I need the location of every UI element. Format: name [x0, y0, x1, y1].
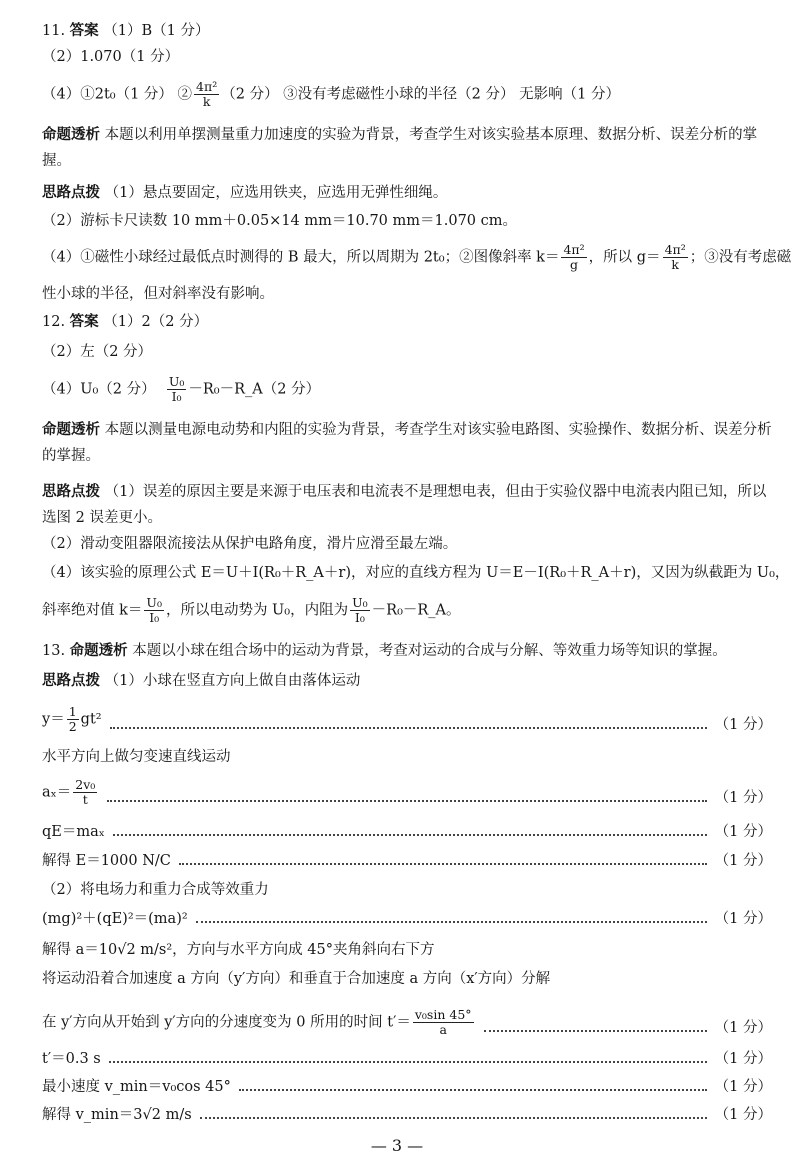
dot-leader [110, 726, 707, 729]
points: （1 分） [714, 824, 772, 840]
dot-leader [179, 862, 707, 865]
q13-eq-4: 解得 E＝1000 N/C （1 分） [42, 853, 772, 869]
points: （1 分） [714, 911, 772, 927]
q12-answer-1: （1）2（2 分） [103, 314, 209, 330]
q11-tip-2: （2）游标卡尺读数 10 mm＋0.05×14 mm＝10.70 mm＝1.070 cm。 [42, 213, 517, 229]
q11-analysis: 命题透析 本题以利用单摆测量重力加速度的实验为背景，考查学生对该实验基本原理、数据分析、误差分析的掌握。 [42, 127, 758, 169]
q13-eq-8: t′＝0.3 s （1 分） [42, 1051, 772, 1067]
q12-tip-1: 思路点拨 （1）误差的原因主要是来源于电压表和电流表不是理想电表，但由于实验仪器中电流表内阻已知，所以选图 2 误差更小。 [42, 484, 767, 526]
q11-answer-2: （2）1.070（1 分） [42, 49, 180, 65]
dot-leader [239, 1088, 707, 1091]
q11-answer-header: 11. 答案 （1）B（1 分） [42, 23, 210, 39]
q13-analysis-label: 命题透析 [69, 643, 128, 659]
q13-eq-3: qE＝maₓ （1 分） [42, 824, 772, 840]
page-number: — 3 — [370, 1136, 424, 1155]
dot-leader [109, 1060, 707, 1063]
points: （1 分） [714, 1079, 772, 1095]
q12-tip-2: （2）滑动变阻器限流接法从保护电路角度，滑片应滑至最左端。 [42, 536, 458, 552]
q12-analysis-label: 命题透析 [42, 422, 100, 438]
dot-leader [107, 799, 706, 802]
q12-answer-header: 12. 答案 （1）2（2 分） [42, 314, 209, 330]
q12-analysis: 命题透析 本题以测量电源电动势和内阻的实验为背景，考查学生对该实验电路图、实验操作、数据分析、误差分析的掌握。 [42, 422, 772, 464]
q11-analysis-label: 命题透析 [42, 127, 100, 143]
q13-eq-2: aₓ＝ $\frac{\text{2v₀}}{t}$ （1 分） [42, 777, 772, 807]
q11-tip-4-cont: 性小球的半径，但对斜率没有影响。 [42, 286, 274, 302]
q13-eq-9: 最小速度 v_min＝v₀cos 45° （1 分） [42, 1079, 772, 1095]
q12-tips-label: 思路点拨 [42, 484, 100, 500]
q13-tips-label: 思路点拨 [42, 673, 100, 689]
points: （1 分） [714, 1107, 772, 1123]
q11-tips-label: 思路点拨 [42, 185, 100, 201]
q11-tip-4: （4）①磁性小球经过最低点时测得的 B 最大，所以周期为 2t₀；②图像斜率 k＝ $\frac{\text{4π²}}{g}$ ，所以 g＝ $\frac{\text{4π²}}{k}$ ；③没有考虑磁 [42, 242, 792, 272]
q11-answer-label: 答案 [69, 23, 99, 39]
points: （1 分） [714, 1051, 772, 1067]
q11-tip-1: 思路点拨 （1）悬点要固定，应选用铁夹，应选用无弹性细绳。 [42, 185, 448, 201]
points: （1 分） [714, 1020, 772, 1036]
q13-horizontal: 水平方向上做匀变速直线运动 [42, 749, 231, 765]
q12-answer-2: （2）左（2 分） [42, 344, 153, 360]
points: （1 分） [714, 717, 772, 733]
q13-decomposition: 将运动沿着合加速度 a 方向（y′方向）和垂直于合加速度 a 方向（x′方向）分解 [42, 971, 551, 987]
q13-tip-2: （2）将电场力和重力合成等效重力 [42, 882, 269, 898]
q12-answer-4: （4）U₀（2 分） $\frac{\text{U₀}}{\text{I₀}}$ －R₀－R_A（2 分） [42, 374, 321, 404]
q12-tip-4: （4）该实验的原理公式 E＝U＋I(R₀＋R_A＋r)，对应的直线方程为 U＝E－I(R₀＋R_A＋r)，又因为纵截距为 U₀， [42, 565, 790, 581]
points: （1 分） [714, 853, 772, 869]
q11-answer-4-fraction: $\frac{\text{4π²}}{k}$ [196, 79, 218, 109]
q13-eq-5: (mg)²＋(qE)²＝(ma)² （1 分） [42, 911, 772, 927]
q12-answer-label: 答案 [69, 314, 99, 330]
dot-leader [484, 1029, 707, 1032]
q13-eq-1: y＝ $\frac{1}{2}$ gt² （1 分） [42, 704, 772, 734]
q13-eq-7: 在 y′方向从开始到 y′方向的分速度变为 0 所用的时间 t′＝ $\frac{\text{v₀sin 45°}}{a}$ （1 分） [42, 1007, 772, 1037]
q11-answer-4: （4）①2t₀（1 分） ② $\frac{\text{4π²}}{k}$ （2 分） ③没有考虑磁性小球的半径（2 分） 无影响（1 分） [42, 79, 620, 109]
q13-eq-6: 解得 a＝10√2 m/s²，方向与水平方向成 45°夹角斜向右下方 [42, 942, 435, 958]
q12-tip-4-cont: 斜率绝对值 k＝ $\frac{\text{U₀}}{\text{I₀}}$ ，所以电动势为 U₀，内阻为 $\frac{\text{U₀}}{\text{I₀}}$ －R₀－R_A。 [42, 595, 461, 625]
q13-tip-1: 思路点拨 （1）小球在竖直方向上做自由落体运动 [42, 673, 361, 689]
dot-leader [113, 833, 707, 836]
q13-analysis: 13. 命题透析 本题以小球在组合场中的运动为背景，考查对运动的合成与分解、等效重力场等知识的掌握。 [42, 643, 727, 659]
q13-eq-10: 解得 v_min＝3√2 m/s （1 分） [42, 1107, 772, 1123]
q11-answer-1: （1）B（1 分） [103, 23, 210, 39]
points: （1 分） [714, 790, 772, 806]
dot-leader [200, 1116, 707, 1119]
dot-leader [196, 920, 707, 923]
